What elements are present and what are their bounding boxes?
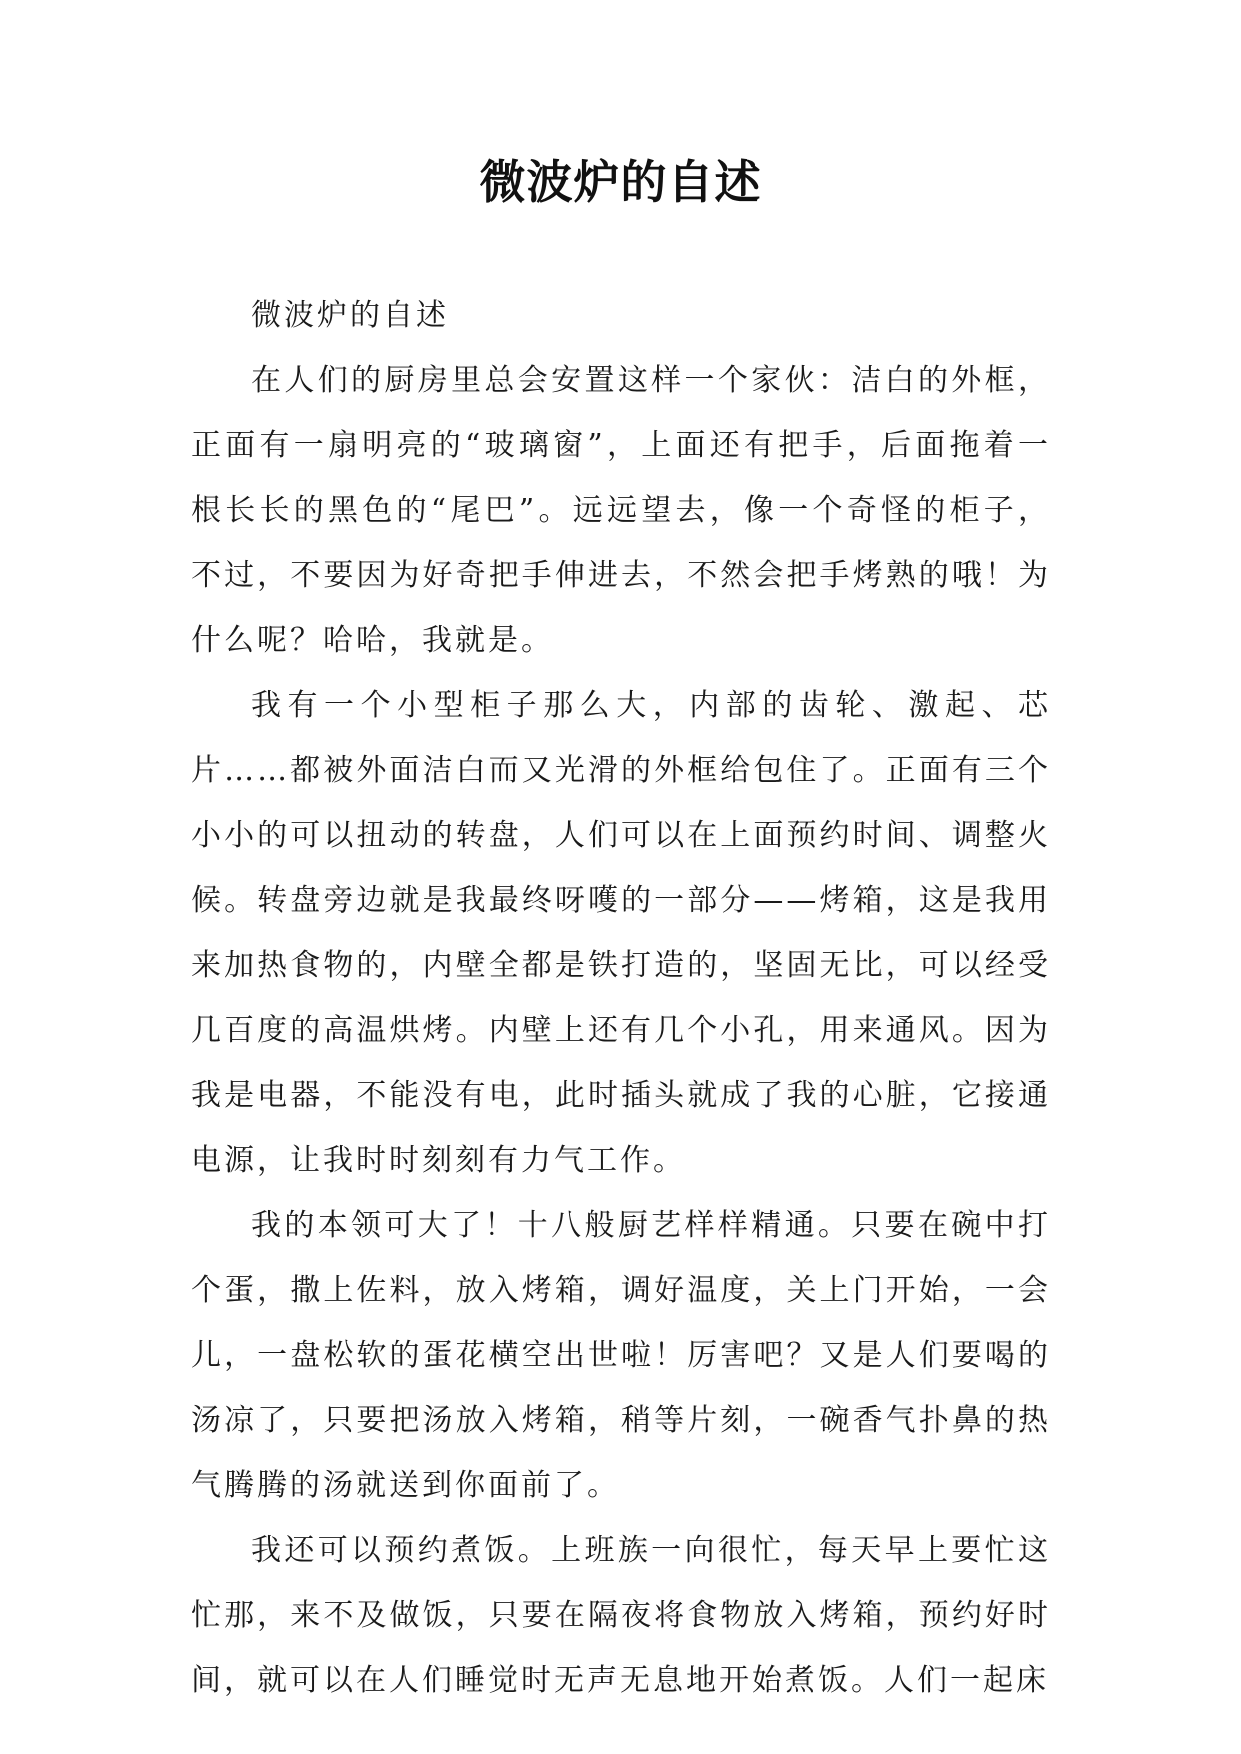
body-subtitle: 微波炉的自述 (251, 298, 449, 333)
document-body (191, 283, 1051, 1713)
paragraph-2: 我有一个小型柜子那么大，内部的齿轮、激起、芯片……都被外面洁白而又光滑的外框给包住了。正面有三个小小的可以扭动的转盘，人们可以在上面预约时间、调整火候。转盘旁边就是我最终呀嚄的一部分——烤箱，这是我用来加热食物的，内壁全都是铁打造的，坚固无比，可以经受几百度的高温烘烤。内壁上还有几个小孔，用来通风。因为我是电器，不能没有电，此时插头就成了我的心脏，它接通电源，让我时时刻刻有力气工作。 (191, 688, 1051, 1178)
paragraph-3: 我的本领可大了！十八般厨艺样样精通。只要在碗中打个蛋，撒上佐料，放入烤箱，调好温度，关上门开始，一会儿，一盘松软的蛋花横空出世啦！厉害吧？又是人们要喝的汤凉了，只要把汤放入烤箱，稍等片刻，一碗香气扑鼻的热气腾腾的汤就送到你面前了。 (191, 1208, 1051, 1503)
document-title: 微波炉的自述 (479, 155, 762, 209)
paragraph-1: 在人们的厨房里总会安置这样一个家伙：洁白的外框，正面有一扇明亮的“玻璃窗”，上面还有把手，后面拖着一根长长的黑色的“尾巴”。远远望去，像一个奇怪的柜子，不过，不要因为好奇把手伸进去，不然会把手烤熟的哦！为什么呢？哈哈，我就是。 (191, 363, 1051, 658)
paragraph-4: 我还可以预约煮饭。上班族一向很忙，每天早上要忙这忙那，来不及做饭，只要在隔夜将食物放入烤箱，预约好时间，就可以在人们睡觉时无声无息地开始煮饭。人们一起床 (191, 1533, 1051, 1698)
